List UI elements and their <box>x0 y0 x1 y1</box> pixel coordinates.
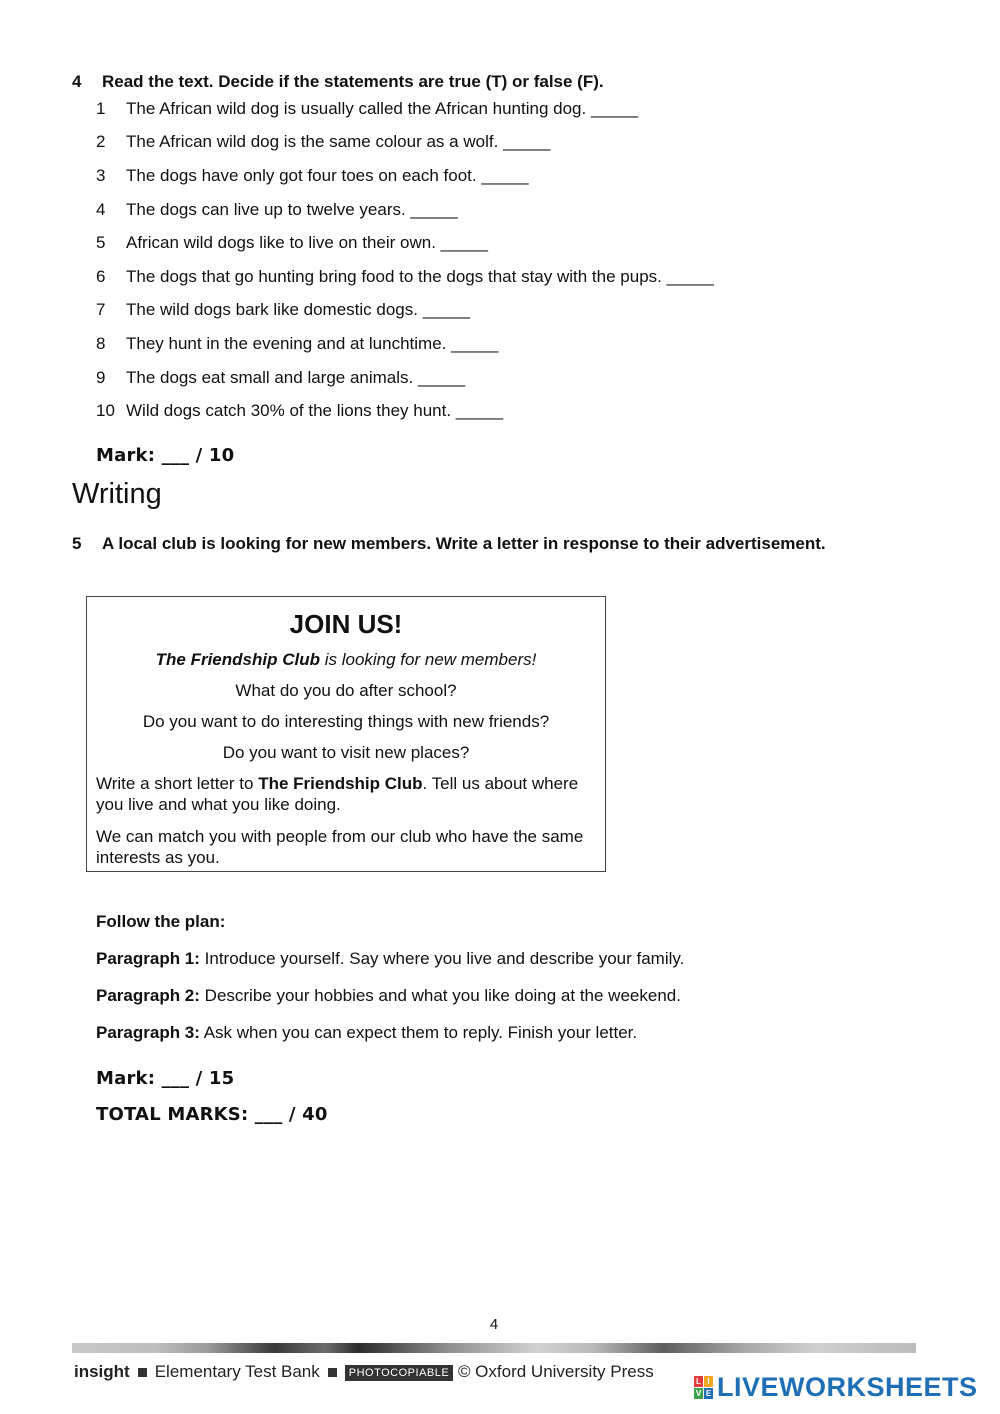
brand-name: insight <box>74 1362 130 1381</box>
section-title-writing: Writing <box>72 478 162 510</box>
plan-item: Paragraph 1: Introduce yourself. Say where you live and describe your family. <box>96 949 685 968</box>
ad-paragraph: We can match you with people from our club who have the same interests as you. <box>96 827 584 867</box>
statement-item: 8 They hunt in the evening and at lunchtime. _____ <box>96 334 499 353</box>
publisher: © Oxford University Press <box>457 1362 654 1381</box>
liveworksheets-grid-icon: L I V E <box>695 1376 712 1398</box>
statement-item: 5 African wild dogs like to live on their own. _____ <box>96 233 488 252</box>
question-instruction: Read the text. Decide if the statements are true (T) or false (F). <box>102 72 604 91</box>
question-4-heading <box>72 72 604 92</box>
statement-item: 7 The wild dogs bark like domestic dogs. _____ <box>96 300 470 319</box>
question-instruction: A local club is looking for new members. Write a letter in response to their advertisement. <box>102 534 826 553</box>
mark-q4: Mark: ___ / 10 <box>96 445 235 466</box>
statement-item: 9 The dogs eat small and large animals. _____ <box>96 368 466 387</box>
question-number: 4 <box>72 72 82 91</box>
page-number: 4 <box>489 1316 499 1333</box>
series-name: Elementary Test Bank <box>154 1362 320 1381</box>
statement-item: 2 The African wild dog is the same colour as a wolf. _____ <box>96 132 551 151</box>
plan-item: Paragraph 2: Describe your hobbies and what you like doing at the weekend. <box>96 986 681 1005</box>
mark-q5: Mark: ___ / 15 <box>96 1068 235 1089</box>
question-5-heading <box>72 534 826 554</box>
footer-decorative-band <box>72 1343 916 1353</box>
plan-item: Paragraph 3: Ask when you can expect them to reply. Finish your letter. <box>96 1023 638 1042</box>
ad-line: Do you want to do interesting things with new friends? <box>142 712 550 731</box>
liveworksheets-text: LIVEWORKSHEETS <box>717 1372 978 1402</box>
statement-item: 6 The dogs that go hunting bring food to the dogs that stay with the pups. _____ <box>96 267 714 286</box>
ad-line: What do you do after school? <box>235 681 457 700</box>
statement-item: 4 The dogs can live up to twelve years. _____ <box>96 200 458 219</box>
statement-item: 1 The African wild dog is usually called the African hunting dog. _____ <box>96 99 639 118</box>
ad-title: JOIN US! <box>289 609 403 639</box>
statement-item: 3 The dogs have only got four toes on each foot. _____ <box>96 166 529 185</box>
photocopiable-badge: PHOTOCOPIABLE <box>345 1365 453 1381</box>
advertisement-box <box>86 596 606 872</box>
liveworksheets-logo[interactable] <box>694 1372 978 1403</box>
square-bullet-icon <box>138 1368 147 1377</box>
plan-heading: Follow the plan: <box>96 912 226 931</box>
statement-item: 10 Wild dogs catch 30% of the lions they hunt. _____ <box>96 401 504 420</box>
ad-line: Do you want to visit new places? <box>222 743 470 762</box>
question-number: 5 <box>72 534 82 553</box>
ad-subtitle: The Friendship Club is looking for new members! <box>155 650 537 669</box>
square-bullet-icon <box>328 1368 337 1377</box>
total-marks: TOTAL MARKS: ___ / 40 <box>96 1104 328 1125</box>
club-name: The Friendship Club <box>155 650 320 669</box>
ad-paragraph: Write a short letter to The Friendship Club. Tell us about where you live and what you like doing. <box>96 774 579 814</box>
footer-credits <box>74 1362 654 1382</box>
